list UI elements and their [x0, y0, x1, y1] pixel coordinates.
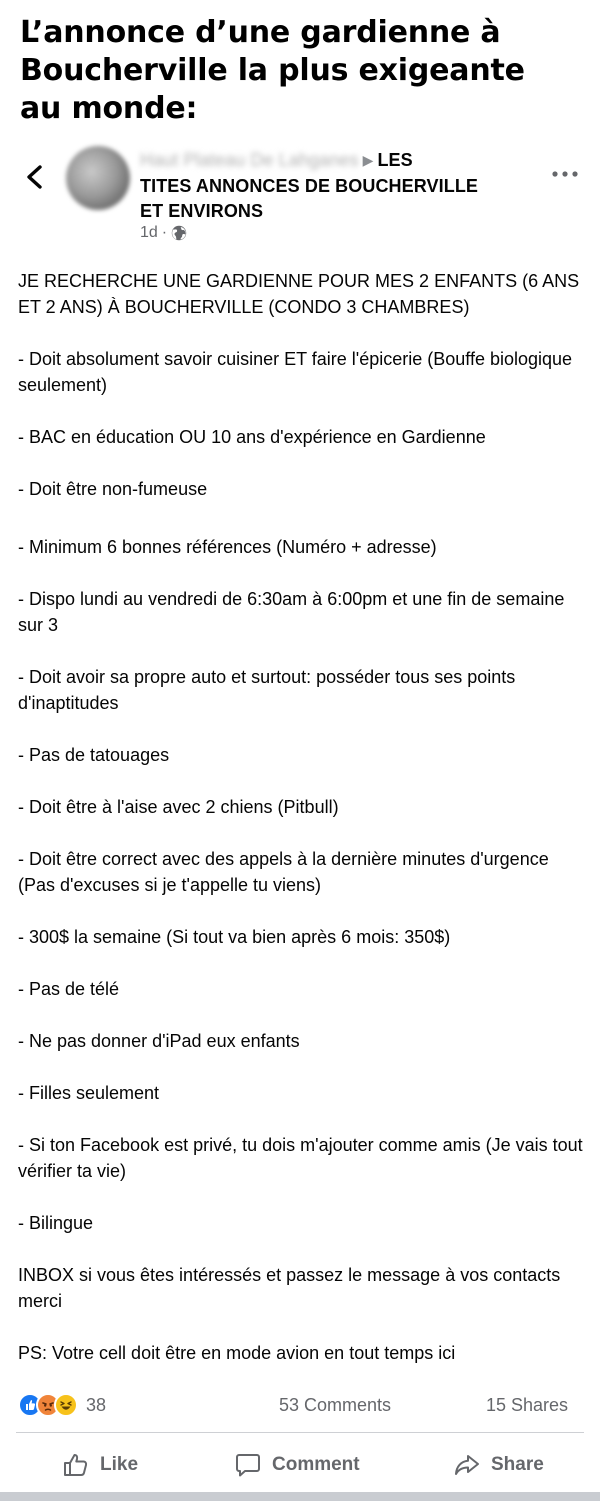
post-paragraph: - Pas de télé — [18, 979, 120, 999]
share-button[interactable] — [453, 1448, 544, 1482]
share-label: Share — [491, 1454, 544, 1475]
post-actions — [0, 1440, 600, 1490]
post-paragraph: - BAC en éducation OU 10 ans d'expérience en Gardienne — [18, 427, 486, 447]
headline-line-2: Boucherville la plus exigeante — [20, 53, 525, 88]
group-name-line-2[interactable]: TITES ANNONCES DE BOUCHERVILLE — [140, 176, 479, 196]
post-paragraph: INBOX si vous êtes intéressés et passez le message à vos contacts merci — [18, 1265, 561, 1311]
headline-line-3: au monde: — [20, 91, 198, 126]
post-meta — [140, 224, 187, 242]
post-paragraph: - Minimum 6 bonnes références (Numéro + adresse) — [18, 537, 437, 557]
haha-reaction-icon — [54, 1393, 78, 1417]
group-name-line-1[interactable]: LES — [377, 150, 413, 170]
comment-bubble-icon — [234, 1451, 262, 1479]
headline — [20, 14, 590, 128]
comment-button[interactable] — [234, 1448, 360, 1482]
like-button[interactable] — [62, 1448, 138, 1482]
post-paragraph: - Si ton Facebook est privé, tu dois m'ajouter comme amis (Je vais tout vérifier ta vie) — [18, 1135, 583, 1181]
divider — [16, 1432, 584, 1433]
post-paragraph: - Filles seulement — [18, 1083, 160, 1103]
post-author-group[interactable] — [140, 148, 540, 224]
post-paragraph: JE RECHERCHE UNE GARDIENNE POUR MES 2 ENFANTS (6 ANS ET 2 ANS) À BOUCHERVILLE (CONDO 3 CHAMBRES) — [18, 271, 580, 317]
like-label: Like — [100, 1454, 139, 1475]
avatar[interactable] — [66, 146, 130, 210]
group-name-line-3[interactable]: ET ENVIRONS — [140, 201, 264, 221]
post-stats — [0, 1380, 600, 1432]
post-paragraph: - Dispo lundi au vendredi de 6:30am à 6:00pm et une fin de semaine sur 3 — [18, 589, 565, 635]
headline-line-1: L’annonce d’une gardienne à — [20, 15, 501, 50]
comments-count[interactable]: 53 Comments — [279, 1395, 392, 1415]
shares-count[interactable]: 15 Shares — [486, 1395, 569, 1415]
thumbs-up-icon — [62, 1451, 90, 1479]
more-options-icon[interactable] — [550, 166, 580, 182]
comment-label: Comment — [272, 1454, 360, 1475]
post-paragraph: - Doit absolument savoir cuisiner ET faire l'épicerie (Bouffe biologique seulement) — [18, 349, 573, 395]
back-arrow-icon[interactable] — [22, 162, 48, 192]
post-paragraph: - Doit être non-fumeuse — [18, 479, 208, 499]
reaction-count: 38 — [86, 1394, 107, 1415]
author-name-blurred[interactable]: Haut Plateau De Lahganes — [140, 150, 359, 170]
post-paragraph: PS: Votre cell doit être en mode avion en tout temps ici — [18, 1343, 456, 1363]
bottom-separator-bar — [0, 1492, 600, 1501]
post-paragraph: - Doit être correct avec des appels à la dernière minutes d'urgence (Pas d'excuses si je t'appelle tu viens) — [18, 849, 549, 895]
post-time[interactable]: 1d — [140, 224, 158, 241]
share-arrow-icon — [453, 1451, 481, 1479]
post-paragraph: - 300$ la semaine (Si tout va bien après 6 mois: 350$) — [18, 927, 451, 947]
post-paragraph: - Ne pas donner d'iPad eux enfants — [18, 1031, 300, 1051]
post-body — [18, 268, 590, 1392]
post-header — [0, 140, 600, 250]
post-paragraph: - Doit être à l'aise avec 2 chiens (Pitbull) — [18, 797, 339, 817]
globe-icon — [171, 225, 187, 241]
post-paragraph: - Bilingue — [18, 1213, 94, 1233]
triangle-arrow-icon: ▶ — [362, 152, 374, 168]
reactions-summary[interactable] — [18, 1392, 106, 1418]
post-paragraph: - Pas de tatouages — [18, 745, 170, 765]
meta-separator: · — [161, 224, 168, 241]
post-paragraph: - Doit avoir sa propre auto et surtout: posséder tous ses points d'inaptitudes — [18, 667, 516, 713]
